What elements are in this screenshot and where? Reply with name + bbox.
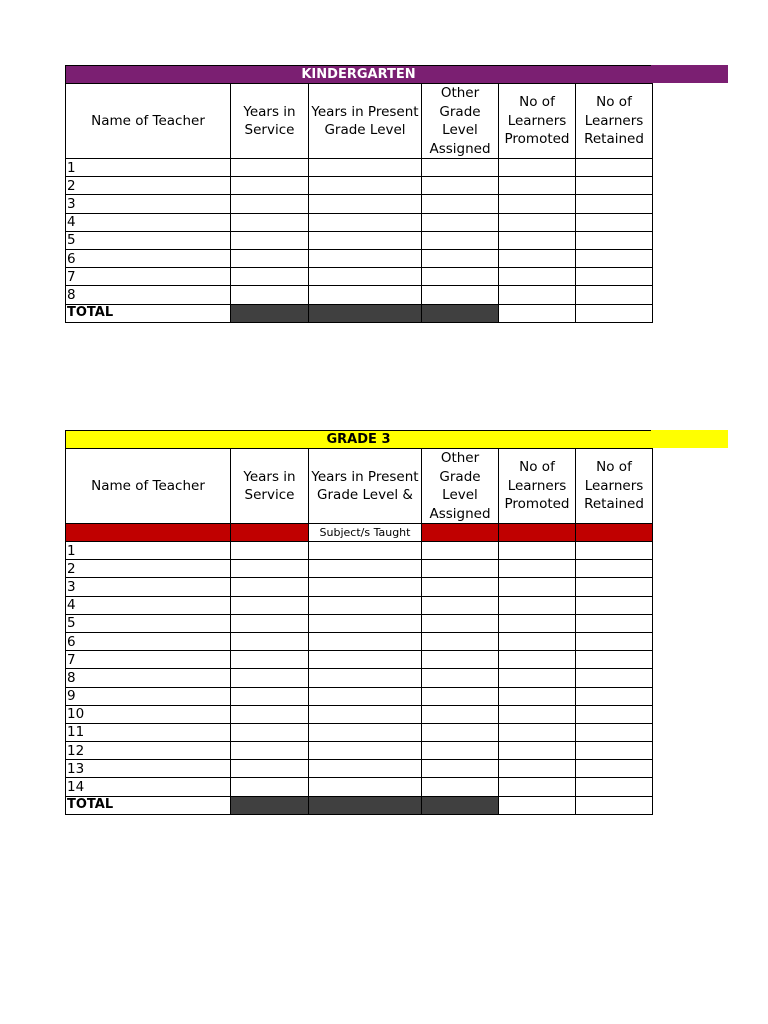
entry-cell[interactable] [576,723,653,741]
entry-cell[interactable] [499,560,576,578]
entry-cell[interactable] [309,249,422,267]
entry-cell[interactable] [309,159,422,177]
entry-cell[interactable] [422,177,499,195]
entry-cell[interactable] [499,687,576,705]
grade3-header-row [66,449,653,524]
table-row [66,651,653,669]
total-row [66,304,653,322]
header-years-in-present-grade: Years in Present Grade Level & [309,449,422,524]
header-learners-promoted: No of Learners Promoted [499,449,576,524]
total-label: TOTAL [66,304,231,322]
entry-cell[interactable] [422,578,499,596]
entry-cell[interactable] [422,249,499,267]
subject-taught-label: Subject/s Taught [309,524,422,542]
row-number: 4 [66,596,231,614]
entry-cell[interactable] [309,578,422,596]
total-shaded-cell [231,304,309,322]
table-row [66,669,653,687]
entry-cell[interactable] [231,760,309,778]
total-shaded-cell [231,796,309,814]
entry-cell[interactable] [576,560,653,578]
table-row [66,723,653,741]
entry-cell[interactable] [309,723,422,741]
total-shaded-cell [309,796,422,814]
entry-cell[interactable] [499,632,576,650]
entry-cell[interactable] [499,651,576,669]
entry-cell[interactable] [309,542,422,560]
entry-cell[interactable] [576,177,653,195]
row-number: 5 [66,614,231,632]
row-number: 6 [66,249,231,267]
entry-cell[interactable] [576,231,653,249]
header-other-grade-level: Other Grade Level Assigned [422,84,499,159]
row-number: 2 [66,560,231,578]
entry-cell[interactable] [499,742,576,760]
row-number: 3 [66,195,231,213]
table-row [66,195,653,213]
entry-cell[interactable] [422,742,499,760]
entry-cell[interactable] [422,760,499,778]
entry-cell[interactable] [576,778,653,796]
row-number: 10 [66,705,231,723]
entry-cell[interactable] [422,705,499,723]
entry-cell[interactable] [576,286,653,304]
entry-cell[interactable] [309,596,422,614]
entry-cell[interactable] [576,669,653,687]
header-years-in-present-grade: Years in Present Grade Level [309,84,422,159]
table-row [66,268,653,286]
entry-cell[interactable] [309,687,422,705]
row-number: 7 [66,268,231,286]
table-row [66,778,653,796]
table-row [66,159,653,177]
entry-cell[interactable] [309,213,422,231]
entry-cell[interactable] [422,632,499,650]
row-number: 7 [66,651,231,669]
entry-cell[interactable] [309,632,422,650]
subject-row [66,524,653,542]
entry-cell[interactable] [231,213,309,231]
row-number: 6 [66,632,231,650]
table-row [66,705,653,723]
entry-cell[interactable] [499,159,576,177]
entry-cell[interactable] [422,159,499,177]
entry-cell[interactable] [576,195,653,213]
entry-cell[interactable] [499,578,576,596]
entry-cell[interactable] [422,213,499,231]
table-row [66,578,653,596]
entry-cell[interactable] [309,177,422,195]
grade3-table [65,448,653,815]
row-number: 4 [66,213,231,231]
entry-cell[interactable] [576,632,653,650]
table-row [66,249,653,267]
entry-cell[interactable] [231,249,309,267]
entry-cell[interactable] [231,542,309,560]
entry-cell[interactable] [231,742,309,760]
entry-cell[interactable] [576,742,653,760]
entry-cell[interactable] [576,542,653,560]
total-row [66,796,653,814]
entry-cell[interactable] [499,177,576,195]
table-row [66,542,653,560]
entry-cell[interactable] [422,614,499,632]
entry-cell[interactable] [576,651,653,669]
header-years-in-service: Years in Service [231,449,309,524]
entry-cell[interactable] [231,669,309,687]
grade3-banner [65,430,728,448]
row-number: 3 [66,578,231,596]
header-other-grade-level: Other Grade Level Assigned [422,449,499,524]
row-number: 1 [66,159,231,177]
entry-cell[interactable] [231,560,309,578]
total-shaded-cell [422,796,499,814]
entry-cell[interactable] [309,742,422,760]
total-entry-cell[interactable] [499,796,576,814]
grade3-title: GRADE 3 [65,430,651,448]
header-name-of-teacher: Name of Teacher [66,449,231,524]
entry-cell[interactable] [422,651,499,669]
kindergarten-title: KINDERGARTEN [65,65,651,83]
table-row [66,614,653,632]
entry-cell[interactable] [422,542,499,560]
entry-cell[interactable] [576,213,653,231]
entry-cell[interactable] [422,669,499,687]
total-shaded-cell [422,304,499,322]
table-row [66,632,653,650]
table-row [66,560,653,578]
entry-cell[interactable] [499,542,576,560]
entry-cell[interactable] [231,778,309,796]
entry-cell[interactable] [422,596,499,614]
entry-cell[interactable] [309,268,422,286]
row-number: 11 [66,723,231,741]
entry-cell[interactable] [422,286,499,304]
entry-cell[interactable] [231,268,309,286]
entry-cell[interactable] [422,195,499,213]
subject-row-cell [66,524,231,542]
entry-cell[interactable] [231,231,309,249]
row-number: 14 [66,778,231,796]
header-learners-retained: No of Learners Retained [576,449,653,524]
entry-cell[interactable] [422,231,499,249]
row-number: 9 [66,687,231,705]
header-learners-retained: No of Learners Retained [576,84,653,159]
table-row [66,286,653,304]
row-number: 8 [66,286,231,304]
entry-cell[interactable] [576,249,653,267]
kindergarten-banner [65,65,728,83]
entry-cell[interactable] [422,723,499,741]
entry-cell[interactable] [231,614,309,632]
table-row [66,687,653,705]
entry-cell[interactable] [231,687,309,705]
entry-cell[interactable] [499,268,576,286]
entry-cell[interactable] [422,778,499,796]
entry-cell[interactable] [576,614,653,632]
entry-cell[interactable] [231,632,309,650]
entry-cell[interactable] [576,268,653,286]
row-number: 13 [66,760,231,778]
row-number: 1 [66,542,231,560]
entry-cell[interactable] [499,723,576,741]
entry-cell[interactable] [422,268,499,286]
entry-cell[interactable] [309,195,422,213]
entry-cell[interactable] [576,705,653,723]
entry-cell[interactable] [231,596,309,614]
total-entry-cell[interactable] [576,304,653,322]
total-label: TOTAL [66,796,231,814]
header-years-in-service: Years in Service [231,84,309,159]
entry-cell[interactable] [231,651,309,669]
entry-cell[interactable] [231,159,309,177]
entry-cell[interactable] [499,231,576,249]
row-number: 2 [66,177,231,195]
header-name-of-teacher: Name of Teacher [66,84,231,159]
subject-row-cell [576,524,653,542]
entry-cell[interactable] [499,596,576,614]
entry-cell[interactable] [499,778,576,796]
entry-cell[interactable] [309,231,422,249]
entry-cell[interactable] [309,760,422,778]
entry-cell[interactable] [499,213,576,231]
entry-cell[interactable] [231,578,309,596]
table-row [66,177,653,195]
total-entry-cell[interactable] [576,796,653,814]
entry-cell[interactable] [231,177,309,195]
entry-cell[interactable] [231,705,309,723]
entry-cell[interactable] [576,596,653,614]
entry-cell[interactable] [422,687,499,705]
entry-cell[interactable] [231,195,309,213]
subject-row-cell [422,524,499,542]
total-shaded-cell [309,304,422,322]
entry-cell[interactable] [309,669,422,687]
entry-cell[interactable] [231,723,309,741]
kindergarten-table [65,83,653,323]
kindergarten-header-row [66,84,653,159]
subject-row-cell [499,524,576,542]
header-learners-promoted: No of Learners Promoted [499,84,576,159]
table-row [66,760,653,778]
entry-cell[interactable] [309,560,422,578]
row-number: 5 [66,231,231,249]
entry-cell[interactable] [499,286,576,304]
entry-cell[interactable] [231,286,309,304]
table-row [66,596,653,614]
subject-row-cell [231,524,309,542]
entry-cell[interactable] [309,705,422,723]
entry-cell[interactable] [309,651,422,669]
table-row [66,742,653,760]
entry-cell[interactable] [576,687,653,705]
entry-cell[interactable] [576,159,653,177]
row-number: 12 [66,742,231,760]
entry-cell[interactable] [309,778,422,796]
entry-cell[interactable] [499,705,576,723]
entry-cell[interactable] [499,614,576,632]
entry-cell[interactable] [309,614,422,632]
entry-cell[interactable] [499,760,576,778]
entry-cell[interactable] [576,760,653,778]
entry-cell[interactable] [422,560,499,578]
total-entry-cell[interactable] [499,304,576,322]
table-row [66,213,653,231]
entry-cell[interactable] [576,578,653,596]
entry-cell[interactable] [499,669,576,687]
entry-cell[interactable] [499,249,576,267]
entry-cell[interactable] [309,286,422,304]
entry-cell[interactable] [499,195,576,213]
table-row [66,231,653,249]
row-number: 8 [66,669,231,687]
